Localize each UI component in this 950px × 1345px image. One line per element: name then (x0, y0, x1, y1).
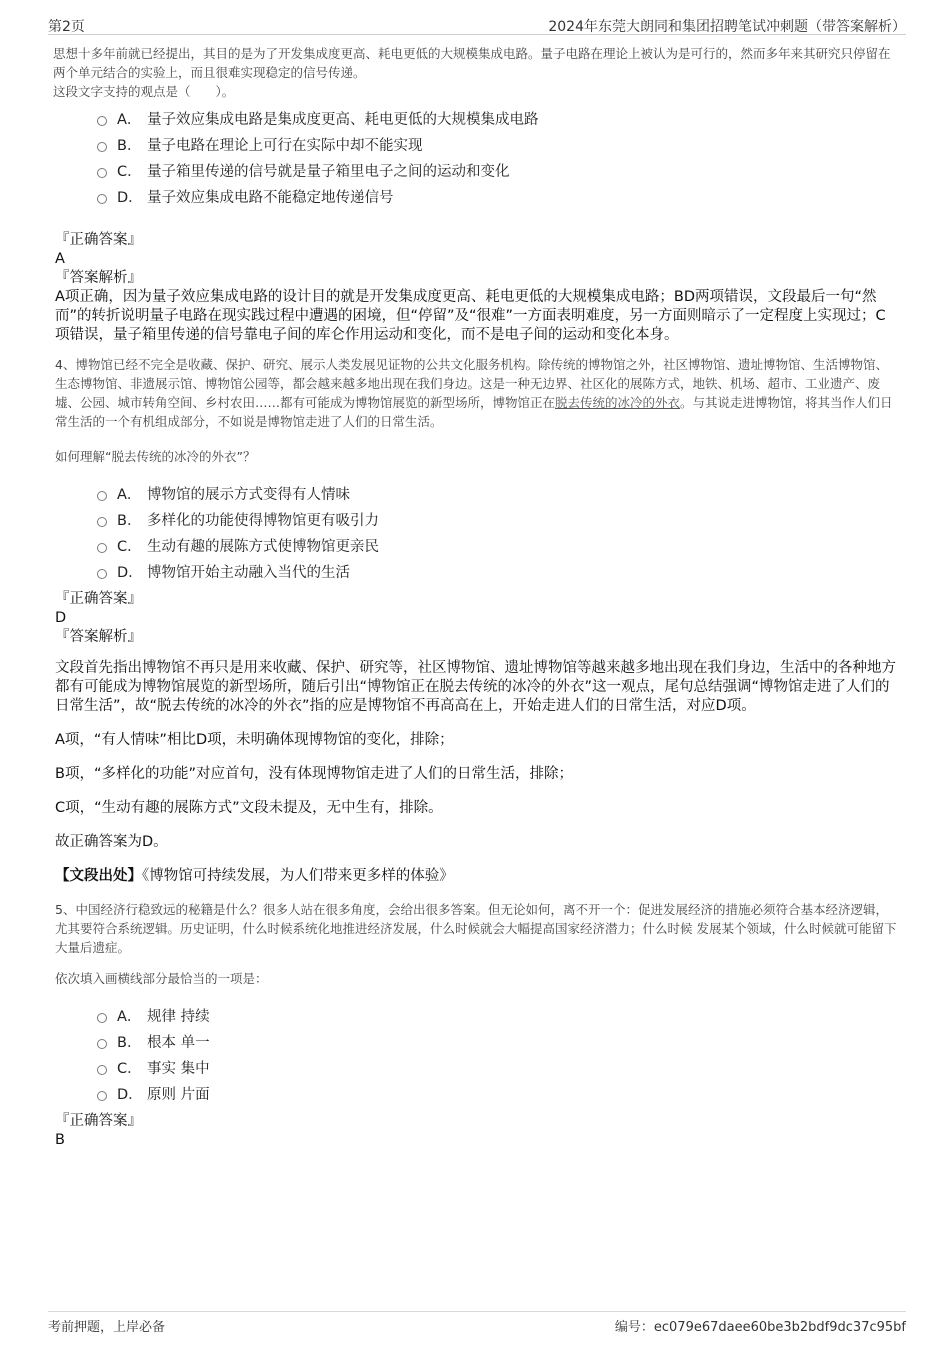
q5-option-b[interactable]: B． 根本 单一 (97, 1030, 897, 1056)
q5-option-a[interactable]: A． 规律 持续 (97, 1004, 897, 1030)
radio-icon[interactable] (97, 168, 107, 178)
footer-slogan: 考前押题，上岸必备 (48, 1320, 166, 1335)
q3-answer: A (55, 251, 65, 267)
q5-question: 依次填入画横线部分最恰当的一项是： (55, 971, 268, 986)
page-header (48, 14, 906, 35)
q5-passage: 5、中国经济行稳致远的秘籍是什么？很多人站在很多角度，会给出很多答案。但无论如何，离不开一个：促进发展经济的措施必须符合基本经济逻辑，尤其要符合系统逻辑。历史证明，什么时候系统化地推进经济发展，什么时候就会大幅提高国家经济潜力；什么时候 发展某个领域，什么时候就可能留下大量后遗症。 (55, 902, 897, 955)
q4-analysis-p1: 文段首先指出博物馆不再只是用来收藏、保护、研究等，社区博物馆、遗址博物馆等越来越多地出现在我们身边，生活中的各种地方都有可能成为博物馆展览的新型场所，随后引出“博物馆正在脱去传统的冰冷的外衣”这一观点，尾句总结强调“博物馆走进了人们的日常生活”，故“脱去传统的冰冷的外衣”指的应是博物馆不再高高在上，开始走进人们的日常生活，对应D项。 (55, 660, 896, 714)
radio-icon[interactable] (97, 517, 107, 527)
q5-option-c[interactable]: C． 事实 集中 (97, 1056, 897, 1082)
q4-analysis-label: 『答案解析』 (55, 629, 142, 645)
q3-question: 这段文字支持的观点是（ ）。 (53, 84, 235, 99)
q3-option-a[interactable]: A． 量子效应集成电路是集成度更高、耗电更低的大规模集成电路 (97, 107, 897, 133)
radio-icon[interactable] (97, 1039, 107, 1049)
q3-analysis: A项正确，因为量子效应集成电路的设计目的就是开发集成度更高、耗电更低的大规模集成电路；BD两项错误，文段最后一句“然而”的转折说明量子电路在现实践过程中遭遇的困境，但“停留”及“很难”一方面表明难度，另一方面则暗示了一定程度上实现过；C项错误，量子箱里传递的信号靠电子间的库仑作用运动和变化，而不是电子间的运动和变化本身。 (55, 289, 886, 343)
q4-option-d[interactable]: D． 博物馆开始主动融入当代的生活 (97, 560, 897, 586)
q3-options (55, 107, 897, 211)
q4-analysis-p5: 故正确答案为D。 (55, 834, 168, 850)
q4-question: 如何理解“脱去传统的冰冷的外衣”？ (55, 449, 256, 464)
q4-underlined-phrase: 脱去传统的冰冷的外衣 (555, 395, 681, 410)
q3-option-d[interactable]: D． 量子效应集成电路不能稳定地传递信号 (97, 185, 897, 211)
radio-icon[interactable] (97, 1091, 107, 1101)
radio-icon[interactable] (97, 569, 107, 579)
q3-answer-label: 『正确答案』 (55, 232, 142, 248)
q4-answer-label: 『正确答案』 (55, 591, 142, 607)
document-title: 2024年东莞大朗同和集团招聘笔试冲刺题（带答案解析） (548, 19, 906, 35)
q3-analysis-label: 『答案解析』 (55, 270, 142, 286)
document-code: 编号：ec079e67daee60be3b2bdf9dc37c95bf (614, 1320, 906, 1335)
q3-option-b[interactable]: B． 量子电路在理论上可行在实际中却不能实现 (97, 133, 897, 159)
page-footer (48, 1311, 906, 1336)
radio-icon[interactable] (97, 116, 107, 126)
q4-options (55, 482, 897, 586)
radio-icon[interactable] (97, 194, 107, 204)
q5-options (55, 1004, 897, 1108)
q5-answer-label: 『正确答案』 (55, 1113, 142, 1129)
q4-passage: 4、博物馆已经不完全是收藏、保护、研究、展示人类发展见证物的公共文化服务机构。除传统的博物馆之外，社区博物馆、遗址博物馆、生活博物馆、生态博物馆、非遗展示馆、博物馆公园等，都会越来越多地出现在我们身边。这是一种无边界、社区化的展陈方式，地铁、机场、超市、工业遗产、废墟、公园、城市转角空间、乡村农田……都有可能成为博物馆展览的新型场所，博物馆正在脱去传统的冰冷的外衣。与其说走进博物馆，将其当作人们日常生活的一个有机组成部分，不如说是博物馆走进了人们的日常生活。 (55, 357, 893, 429)
radio-icon[interactable] (97, 491, 107, 501)
q5-answer: B (55, 1132, 65, 1148)
q4-option-a[interactable]: A． 博物馆的展示方式变得有人情味 (97, 482, 897, 508)
q3-option-c[interactable]: C． 量子箱里传递的信号就是量子箱里电子之间的运动和变化 (97, 159, 897, 185)
q4-analysis-p2: A项，“有人情味”相比D项，未明确体现博物馆的变化，排除； (55, 732, 454, 748)
q4-source: 【文段出处】《博物馆可持续发展，为人们带来更多样的体验》 (55, 868, 454, 884)
q4-analysis-p4: C项，“生动有趣的展陈方式”文段未提及，无中生有，排除。 (55, 800, 443, 816)
q4-option-c[interactable]: C． 生动有趣的展陈方式使博物馆更亲民 (97, 534, 897, 560)
page-content (55, 44, 897, 1150)
q5-option-d[interactable]: D． 原则 片面 (97, 1082, 897, 1108)
q4-answer: D (55, 610, 67, 626)
q4-option-b[interactable]: B． 多样化的功能使得博物馆更有吸引力 (97, 508, 897, 534)
q4-analysis-p3: B项，“多样化的功能”对应首句，没有体现博物馆走进了人们的日常生活，排除； (55, 766, 573, 782)
radio-icon[interactable] (97, 142, 107, 152)
radio-icon[interactable] (97, 543, 107, 553)
radio-icon[interactable] (97, 1013, 107, 1023)
page-number: 第2页 (48, 19, 85, 35)
q3-passage: 思想十多年前就已经提出，其目的是为了开发集成度更高、耗电更低的大规模集成电路。量子电路在理论上被认为是可行的，然而多年来其研究只停留在两个单元结合的实验上，而且很难实现稳定的信号传递。 (53, 46, 891, 80)
radio-icon[interactable] (97, 1065, 107, 1075)
